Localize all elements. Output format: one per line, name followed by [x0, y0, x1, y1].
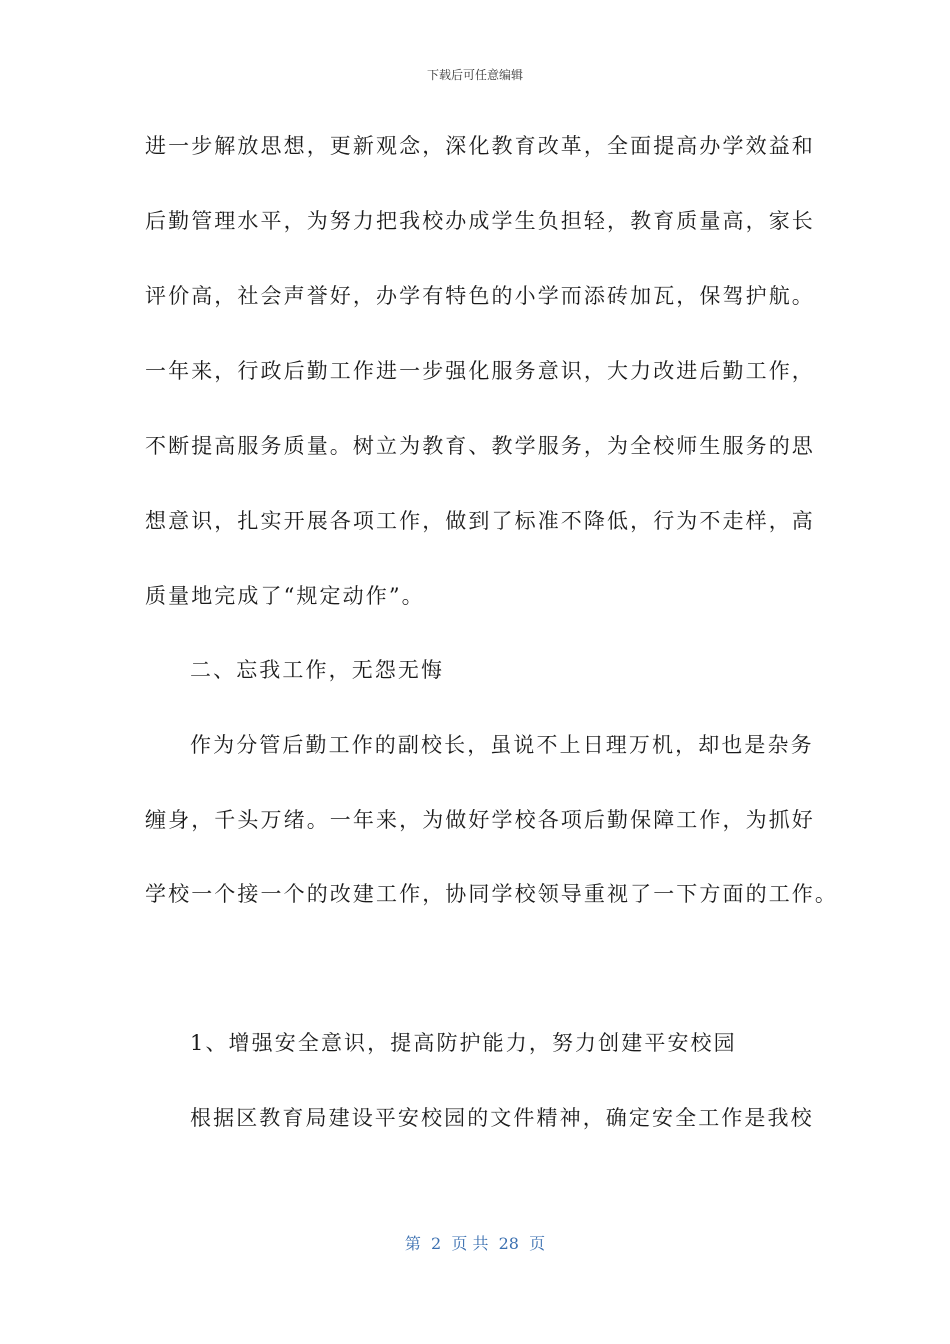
- body-line: 缠身，千头万绪。一年来，为做好学校各项后勤保障工作，为抓好: [145, 808, 815, 832]
- body-line: 进一步解放思想，更新观念，深化教育改革，全面提高办学效益和: [145, 134, 815, 158]
- page-header: 下载后可任意编辑: [426, 68, 523, 82]
- body-line: 作为分管后勤工作的副校长，虽说不上日理万机，却也是杂务: [190, 733, 814, 757]
- body-line: 不断提高服务质量。树立为教育、教学服务，为全校师生服务的思: [145, 434, 815, 458]
- body-line: 质量地完成了“规定动作”。: [145, 584, 425, 608]
- section-heading: 二、忘我工作，无怨无悔: [190, 658, 445, 682]
- body-line: 想意识，扎实开展各项工作，做到了标准不降低，行为不走样，高: [145, 509, 815, 533]
- body-line: 根据区教育局建设平安校园的文件精神，确定安全工作是我校: [190, 1106, 814, 1130]
- body-line: 评价高，社会声誉好，办学有特色的小学而添砖加瓦，保驾护航。: [145, 284, 815, 308]
- body-line: 学校一个接一个的改建工作，协同学校领导重视了一下方面的工作。: [145, 882, 838, 906]
- subsection-heading: 1、增强安全意识，提高防护能力，努力创建平安校园: [190, 1031, 737, 1055]
- page-footer: 第 2 页 共 28 页: [404, 1234, 546, 1253]
- body-line: 一年来，行政后勤工作进一步强化服务意识，大力改进后勤工作，: [145, 359, 815, 383]
- body-line: 后勤管理水平，为努力把我校办成学生负担轻，教育质量高，家长: [145, 209, 815, 233]
